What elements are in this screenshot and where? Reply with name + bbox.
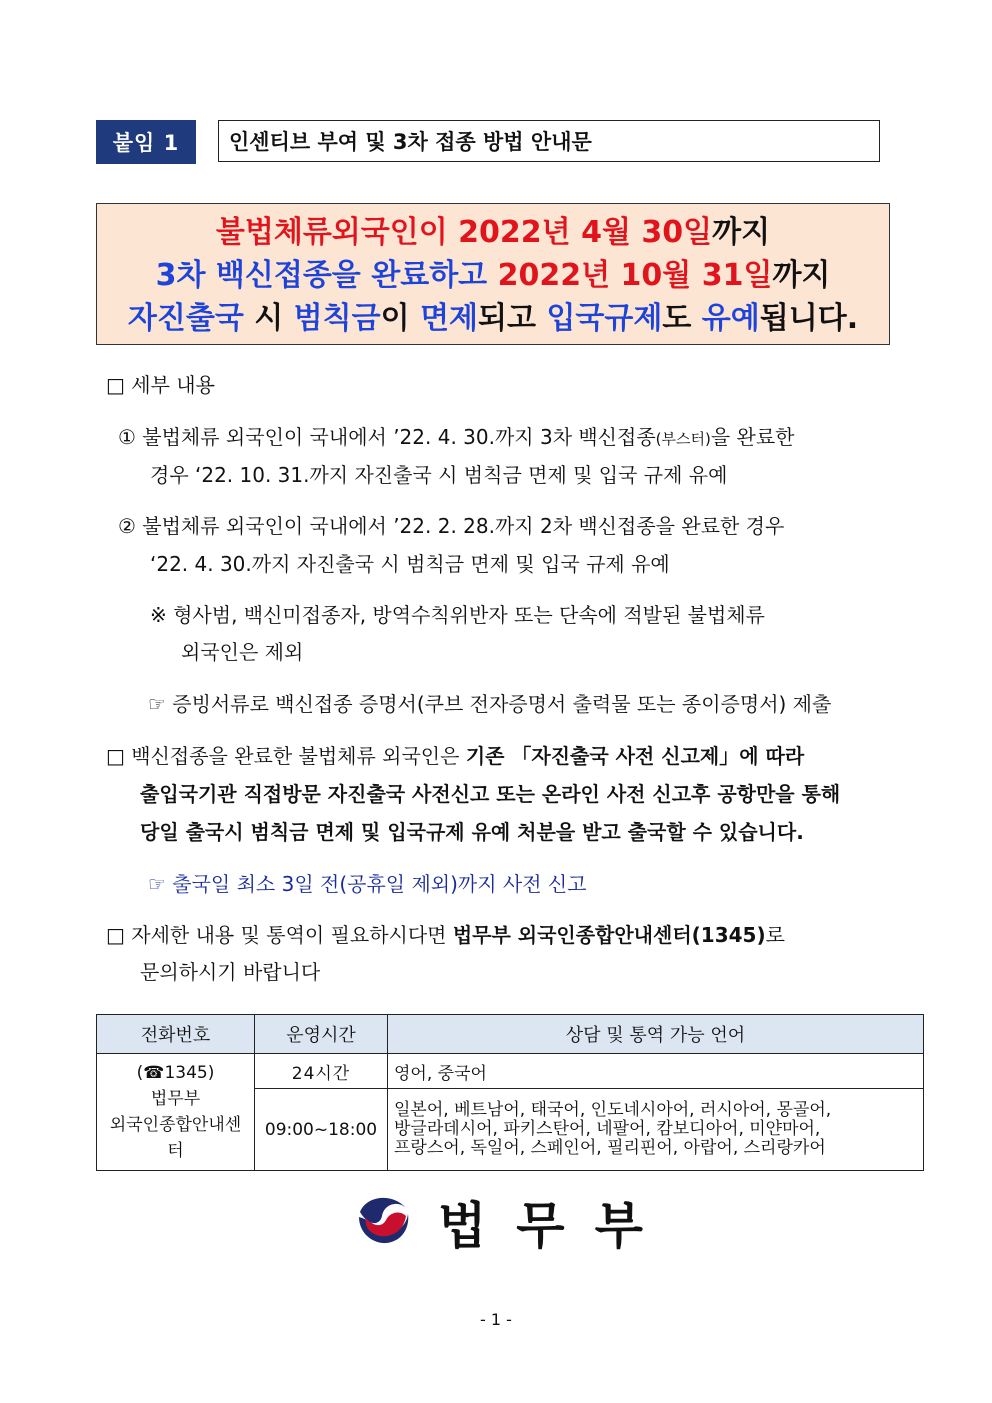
org-name: 법무부 [150, 1089, 201, 1109]
headline-segment: 면제 [420, 301, 479, 336]
item-1-paren: (부스터) [655, 430, 711, 448]
section-2-text-b: 기존 「자진출국 사전 신고제」에 따라 [465, 744, 805, 768]
page-number: - 1 - [480, 1310, 512, 1329]
headline-segment: 까지 [712, 215, 771, 250]
headline-segment: 2022년 10월 31일 [497, 258, 773, 293]
headline-segment: 입국규제 [546, 301, 663, 336]
note-documents: ☞ 증빙서류로 백신접종 증명서(쿠브 전자증명서 출력물 또는 종이증명서) 제출 [148, 692, 832, 716]
headline-segment: 도 [662, 301, 702, 336]
headline-segment: 유예 [701, 301, 760, 336]
attachment-tag: 붙임 1 [96, 120, 196, 164]
phone-cell [97, 1054, 255, 1171]
languages-line-2: 방글라데시어, 파키스탄어, 네팔어, 캄보디아어, 미얀마어, [394, 1119, 821, 1140]
hours-daytime: 09:00~18:00 [255, 1089, 388, 1171]
org-center: 외국인종합안내센터 [109, 1115, 242, 1161]
headline-line-2 [97, 254, 889, 297]
table-header-phone: 전화번호 [97, 1015, 255, 1054]
section-3-text-c: 로 [765, 923, 785, 947]
headline-segment: 범칙금 [293, 301, 381, 336]
section-heading-details: □ 세부 내용 [106, 373, 215, 397]
languages-daytime [388, 1089, 924, 1171]
section-2-note: ☞ 출국일 최소 3일 전(공휴일 제외)까지 사전 신고 [148, 872, 587, 896]
table-header-row [97, 1015, 924, 1054]
note-exclusion-line-1: ※ 형사범, 백신미접종자, 방역수칙위반자 또는 단속에 적발된 불법체류 [150, 603, 765, 627]
headline-line-1 [97, 211, 889, 254]
headline-segment: 3차 백신접종을 완료하고 [155, 258, 498, 293]
table-header-hours: 운영시간 [255, 1015, 388, 1054]
headline-segment: 자진출국 [127, 301, 244, 336]
section-2-line-2: 출입국기관 직접방문 자진출국 사전신고 또는 온라인 사전 신고후 공항만을 통해 [140, 782, 841, 806]
headline-segment: 시 [243, 301, 294, 336]
item-1-line-1 [118, 425, 794, 451]
section-2-line-1 [106, 744, 804, 768]
languages-24h: 영어, 중국어 [388, 1054, 924, 1089]
document-title: 인센티브 부여 및 3차 접종 방법 안내문 [218, 120, 880, 162]
item-1-line-2: 경우 ‘22. 10. 31.까지 자진출국 시 범칙금 면제 및 입국 규제 유예 [150, 463, 728, 487]
headline-segment: 이 [380, 301, 421, 336]
headline-segment: 까지 [772, 258, 831, 293]
phone-number: (☎1345) [136, 1063, 215, 1083]
hours-24: 24시간 [255, 1054, 388, 1089]
table-row [97, 1054, 924, 1089]
headline-segment: 됩니다. [759, 301, 859, 336]
item-2-line-2: ‘22. 4. 30.까지 자진출국 시 범칙금 면제 및 입국 규제 유예 [150, 552, 670, 576]
section-2-text-a: □ 백신접종을 완료한 불법체류 외국인은 [106, 744, 466, 768]
item-2-line-1: ② 불법체류 외국인이 국내에서 ’22. 2. 28.까지 2차 백신접종을 완료한 경우 [118, 514, 785, 538]
headline-line-3 [97, 297, 889, 340]
section-2-line-3: 당일 출국시 범칙금 면제 및 입국규제 유예 처분을 받고 출국할 수 있습니다. [140, 820, 804, 844]
headline-box [96, 203, 890, 345]
table-header-languages: 상담 및 통역 가능 언어 [388, 1015, 924, 1054]
item-1-text-end: 을 완료한 [710, 425, 795, 449]
section-3-text-b: 법무부 외국인종합안내센터(1345) [452, 923, 766, 947]
languages-line-3: 프랑스어, 독일어, 스페인어, 필리핀어, 아랍어, 스리랑카어 [394, 1138, 826, 1159]
section-3-line-2: 문의하시기 바랍니다 [140, 960, 321, 984]
section-3-text-a: □ 자세한 내용 및 통역이 필요하시다면 [106, 923, 453, 947]
note-exclusion-line-2: 외국인은 제외 [181, 640, 304, 664]
item-1-text: ① 불법체류 외국인이 국내에서 ’22. 4. 30.까지 3차 백신접종 [118, 425, 656, 449]
contact-table [96, 1014, 924, 1171]
ministry-name: 법무부 [438, 1197, 673, 1255]
headline-segment: 되고 [478, 301, 547, 336]
taegeuk-emblem-icon [356, 1190, 412, 1246]
headline-segment: 불법체류외국인이 2022년 4월 30일 [215, 215, 713, 250]
section-3-line-1 [106, 923, 785, 947]
languages-line-1: 일본어, 베트남어, 태국어, 인도네시아어, 러시아어, 몽골어, [394, 1100, 832, 1121]
